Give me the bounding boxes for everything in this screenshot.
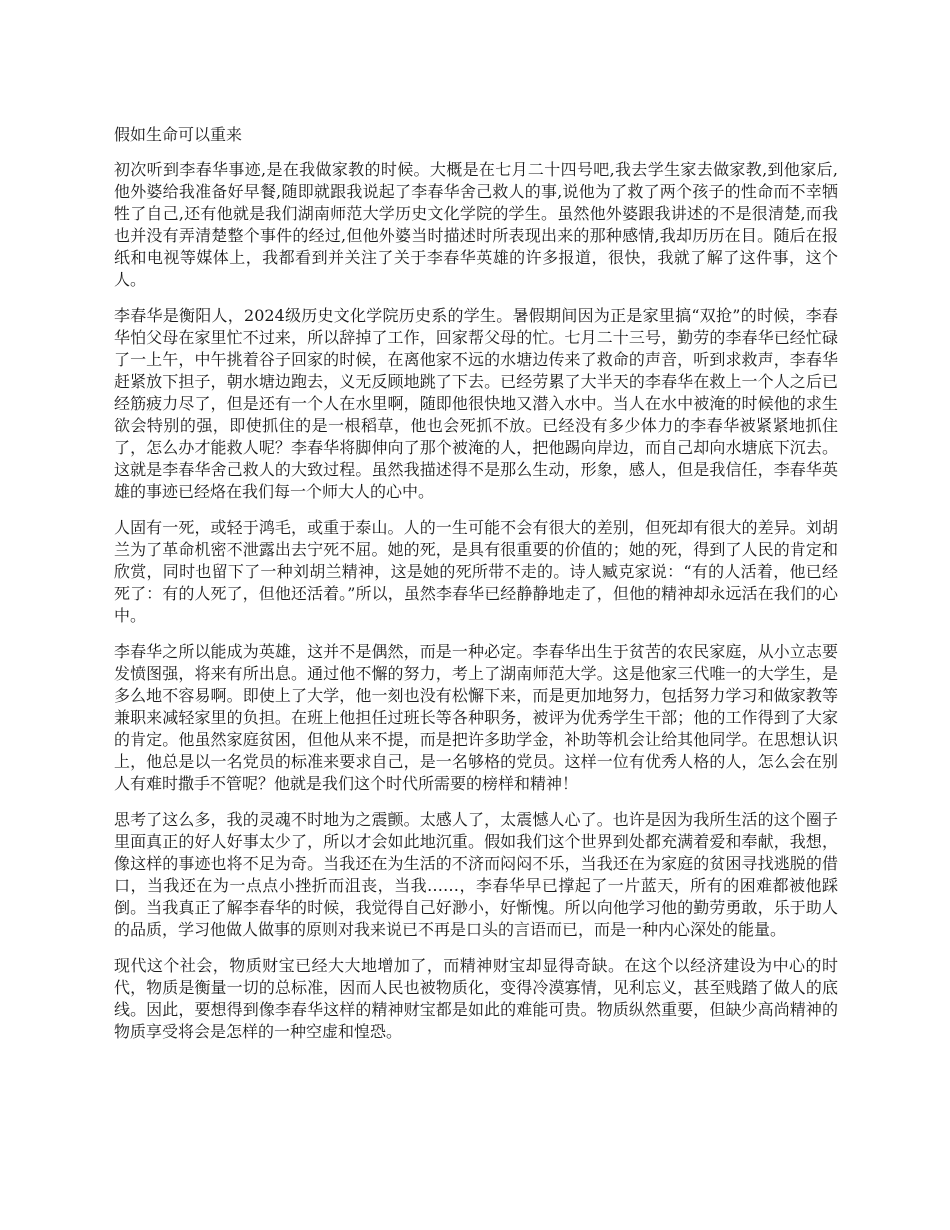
paragraph-5: 思考了这么多，我的灵魂不时地为之震颤。太感人了，太震憾人心了。也许是因为我所生活的这个圈子里面真正的好人好事太少了，所以才会如此地沉重。假如我们这个世界到处都充满着爱和奉献，我想，像这样的事迹也将不足为奇。当我还在为生活的不济而闷闷不乐，当我还在为家庭的贫困寻找逃脱的借口，当我还在为一点点小挫折而沮丧，当我……，李春华早已撑起了一片蓝天，所有的困难都被他踩倒。当我真正了解李春华的时候，我觉得自己好渺小，好惭愧。所以向他学习他的勤劳勇敢，乐于助人的品质，学习他做人做事的原则对我来说已不再是口头的言语而已，而是一种内心深处的能量。 <box>114 810 838 939</box>
paragraph-6: 现代这个社会，物质财宝已经大大地增加了，而精神财宝却显得奇缺。在这个以经济建设为中心的时代，物质是衡量一切的总标准，因而人民也被物质化，变得冷漠寡情，见利忘义，甚至贱踏了做人的底线。因此，要想得到像李春华这样的精神财宝都是如此的难能可贵。物质纵然重要，但缺少高尚精神的物质享受将会是怎样的一种空虚和惶恐。 <box>114 956 838 1041</box>
paragraph-2: 李春华是衡阳人，2024级历史文化学院历史系的学生。暑假期间因为正是家里搞“双抢”的时候，李春华怕父母在家里忙不过来，所以辞掉了工作，回家帮父母的忙。七月二十三号，勤劳的李春华已经忙碌了一上午，中午挑着谷子回家的时候，在离他家不远的水塘边传来了救命的声音，听到求救声，李春华赶紧放下担子，朝水塘边跑去，义无反顾地跳了下去。已经劳累了大半天的李春华在救上一个人之后已经筋疲力尽了，但是还有一个人在水里啊，随即他很快地又潜入水中。当人在水中被淹的时候他的求生欲会特别的强，即使抓住的是一根稻草，他也会死抓不放。已经没有多少体力的李春华被紧紧地抓住了，怎么办才能救人呢？李春华将脚伸向了那个被淹的人，把他踢向岸边，而自己却向水塘底下沉去。这就是李春华舍己救人的大致过程。虽然我描述得不是那么生动，形象，感人，但是我信任，李春华英雄的事迹已经烙在我们每一个师大人的心中。 <box>114 306 838 501</box>
paragraph-4: 李春华之所以能成为英雄，这并不是偶然，而是一种必定。李春华出生于贫苦的农民家庭，从小立志要发愤图强，将来有所出息。通过他不懈的努力，考上了湖南师范大学。这是他家三代唯一的大学生，是多么地不容易啊。即使上了大学，他一刻也没有松懈下来，而是更加地努力，包括努力学习和做家教等兼职来减轻家里的负担。在班上他担任过班长等各种职务，被评为优秀学生干部；他的工作得到了大家的肯定。他虽然家庭贫困，但他从来不提，而是把许多助学金，补助等机会让给其他同学。在思想认识上，他总是以一名党员的标准来要求自己，是一名够格的党员。这样一位有优秀人格的人，怎么会在别人有难时撒手不管呢？他就是我们这个时代所需要的榜样和精神！ <box>114 642 838 793</box>
paragraph-3: 人固有一死，或轻于鸿毛，或重于泰山。人的一生可能不会有很大的差别，但死却有很大的差异。刘胡兰为了革命机密不泄露出去宁死不屈。她的死，是具有很重要的价值的；她的死，得到了人民的肯定和欣赏，同时也留下了一种刘胡兰精神，这是她的死所带不走的。诗人臧克家说：“有的人活着，他已经死了：有的人死了，但他还活着。”所以，虽然李春华已经静静地走了，但他的精神却永远活在我们的心中。 <box>114 518 838 625</box>
document-page <box>114 124 838 1057</box>
document-title: 假如生命可以重来 <box>114 125 243 144</box>
paragraph-1: 初次听到李春华事迹,是在我做家教的时候。大概是在七月二十四号吧,我去学生家去做家教,到他家后,他外婆给我准备好早餐,随即就跟我说起了李春华舍己救人的事,说他为了救了两个孩子的性命而不幸牺牲了自己,还有他就是我们湖南师范大学历史文化学院的学生。虽然他外婆跟我讲述的不是很清楚,而我也并没有弄清楚整个事件的经过,但他外婆当时描述时所表现出来的那种感情,我却历历在目。随后在报纸和电视等媒体上，我都看到并关注了关于李春华英雄的许多报道，很快，我就了解了这件事，这个人。 <box>114 160 838 289</box>
